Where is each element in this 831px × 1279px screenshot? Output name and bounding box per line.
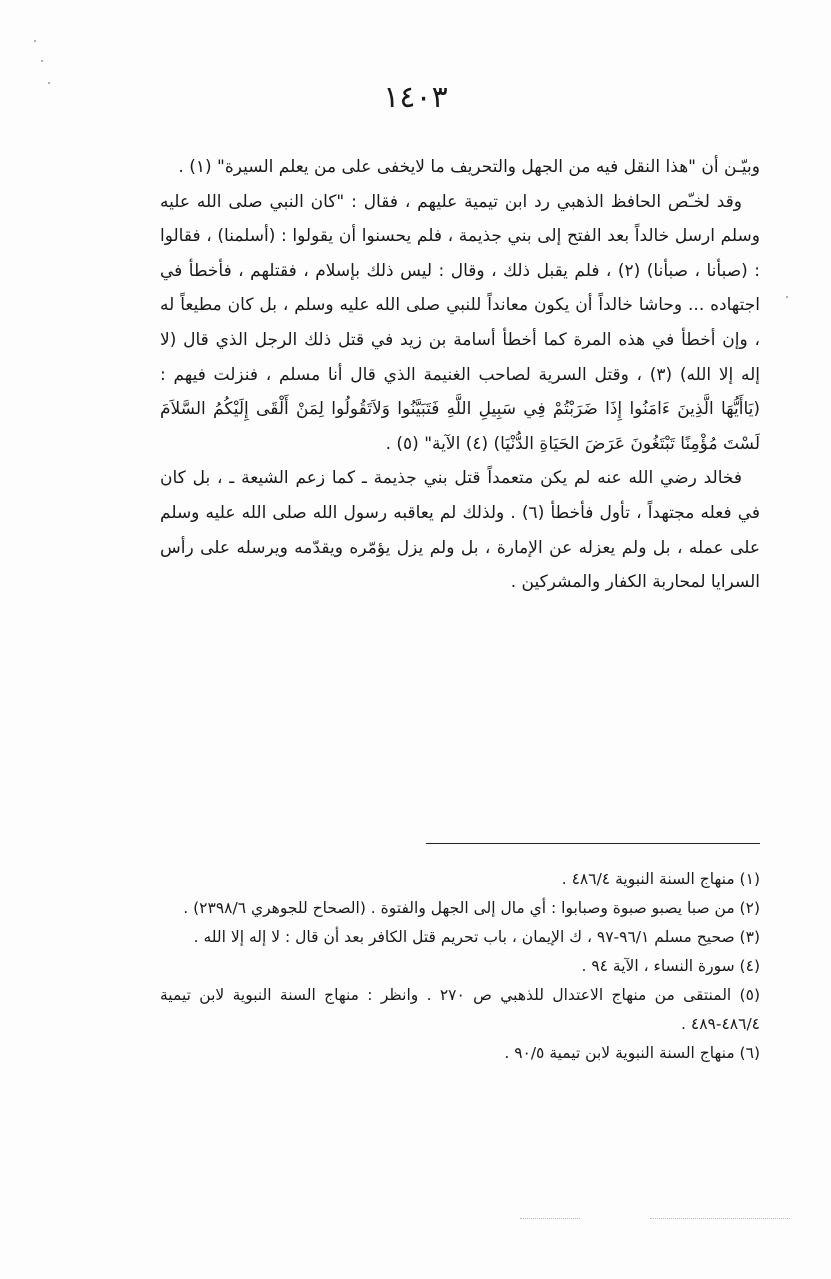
scan-artifact — [650, 1218, 790, 1219]
footnote-2: (٢) من صبا يصبو صبوة وصبابوا : أي مال إلى الجهل والفتوة . (الصحاح للجوهري ٢٣٩٨/٦) . — [183, 899, 760, 917]
footnote-4: (٤) سورة النساء ، الآية ٩٤ . — [581, 957, 760, 975]
main-text — [160, 150, 760, 600]
scan-speck — [786, 296, 788, 298]
footnote-1: (١) منهاج السنة النبوية ٤٨٦/٤ . — [561, 870, 760, 888]
footnote-3: (٣) صحيح مسلم ٩٦/١-٩٧ ، ك الإيمان ، باب تحريم قتل الكافر بعد أن قال : لا إله إلا الله . — [193, 928, 760, 946]
footnote-6: (٦) منهاج السنة النبوية لابن تيمية ٩٠/٥ . — [504, 1044, 760, 1062]
paragraph-3: فخالد رضي الله عنه لم يكن متعمداً قتل بني جذيمة ـ كما زعم الشيعة ـ ، بل كان في فعله مجتهداً ، تأول فأخطأ (٦) . ولذلك لم يعاقبه رسول الله صلى الله عليه وسلم على عمله ، بل ولم يعزله عن الإمارة ، بل ولم يزل يؤمّره ويقدّمه ويرسله على رأس السرايا لمحاربة الكفار والمشركين . — [160, 468, 760, 593]
scan-speck — [34, 40, 36, 42]
paragraph-2: وقد لخـّص الحافظ الذهبي رد ابن تيمية عليهم ، فقال : "كان النبي صلى الله عليه وسلم ارسل خالداً بعد الفتح إلى بني جذيمة ، فلم يحسنوا أن يقولوا : (أسلمنا) ، فقالوا : (صبأنا ، صبأنا) (٢) ، فلم يقبل ذلك ، وقال : ليس ذلك بإسلام ، فقتلهم ، فأخطأ في اجتهاده ... وحاشا خالداً أن يكون معانداً للنبي صلى الله عليه وسلم ، بل كان مطيعاً له ، وإن أخطأ في هذه المرة كما أخطأ أسامة بن زيد في قتل ذلك الرجل الذي قال (لا إله إلا الله) (٣) ، وقتل السرية لصاحب الغنيمة الذي قال أنا مسلم ، فنزلت فيهم : (يَاأَيُّهَا الَّذِينَ ءَامَنُوا إِذَا ضَرَبْتُمْ فِي سَبِيلِ اللَّهِ فَتَبَيَّنُوا وَلاَتَقُولُوا لِمَنْ أَلْقَى إِلَيْكُمُ السَّلاَمَ لَسْتَ مُؤْمِنًا تَبْتَغُونَ عَرَضَ الحَيَاةِ الدُّنْيَا) (٤) الآية" (٥) . — [160, 191, 760, 454]
paragraph-1: وبيّـن أن "هذا النقل فيه من الجهل والتحريف ما لايخفى على من يعلم السيرة" (١) . — [178, 157, 760, 177]
scan-speck — [41, 60, 43, 62]
footnotes — [160, 865, 760, 1068]
scan-artifact — [520, 1218, 580, 1219]
footnote-separator — [426, 843, 760, 844]
footnote-5: (٥) المنتقى من منهاج الاعتدال للذهبي ص ٢٧٠ . وانظر : منهاج السنة النبوية لابن تيمية ٤٨٦/٤-٤٨٩ . — [160, 986, 760, 1033]
page-number: ١٤٠٣ — [383, 80, 448, 115]
